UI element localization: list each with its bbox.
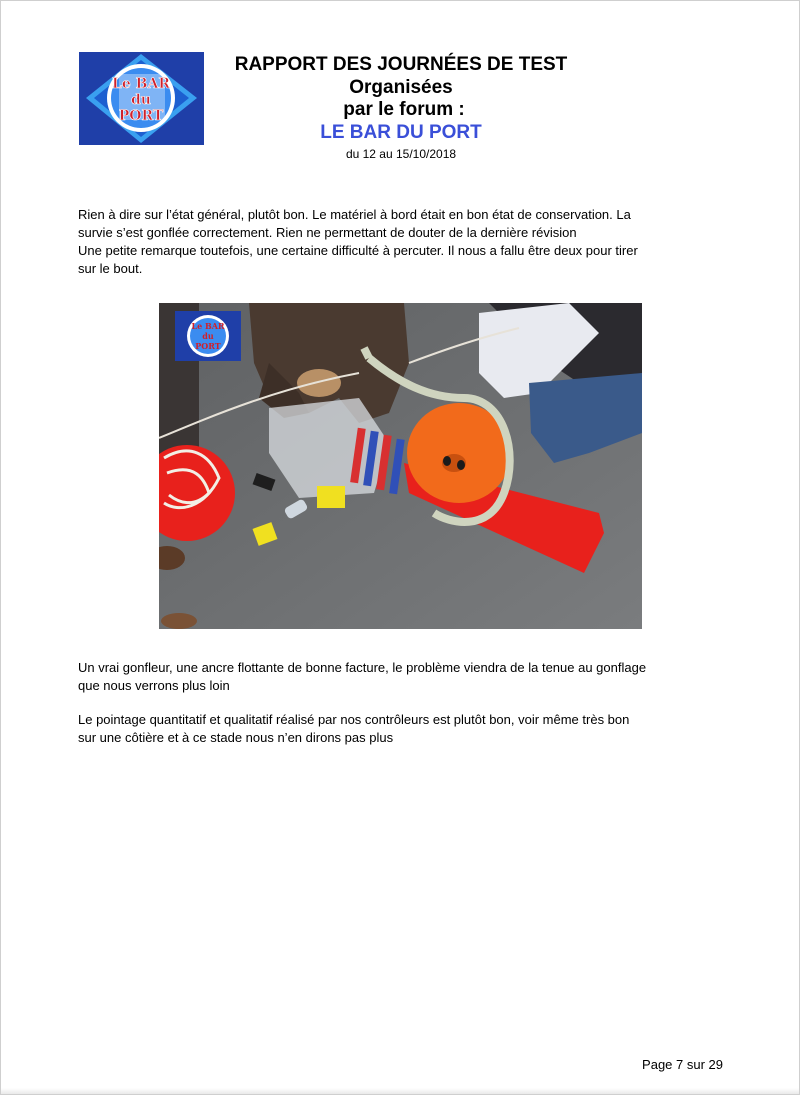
logo-text-line1: Le BAR <box>112 76 170 92</box>
report-dates: du 12 au 15/10/2018 <box>345 147 457 161</box>
watermark-text-line3: PORT <box>195 341 221 351</box>
report-subtitle-organised: Organisées <box>349 77 453 98</box>
paragraph-line: Un vrai gonfleur, une ancre flottante de bonne facture, le problème viendra de la tenue au gonflage <box>78 660 647 675</box>
photo-watermark-logo <box>175 311 241 361</box>
paragraph-line: Le pointage quantitatif et qualitatif réalisé par nos contrôleurs est plutôt bon, voir même très bon <box>78 712 630 727</box>
logo-text-line2: du <box>131 92 151 108</box>
liferaft-equipment-photo <box>159 303 642 629</box>
paragraph-line: sur une côtière et à ce stade nous n’en dirons pas plus <box>78 730 394 745</box>
paragraph-pump-anchor <box>78 659 728 695</box>
logo-text-line3: PORT <box>118 108 164 124</box>
paragraph-line: Rien à dire sur l’état général, plutôt bon. Le matériel à bord était en bon état de conservation. La <box>78 207 631 222</box>
bar-du-port-logo <box>79 52 204 145</box>
paragraph-line: que nous verrons plus loin <box>78 678 230 693</box>
report-title: RAPPORT DES JOURNÉES DE TEST <box>234 54 568 75</box>
paragraph-line: survie s’est gonflée correctement. Rien ne permettant de douter de la dernière révision <box>78 225 577 240</box>
paragraph-general-state <box>78 206 728 278</box>
forum-name: LE BAR DU PORT <box>320 122 482 143</box>
report-header <box>201 53 601 162</box>
watermark-text-line1: Le BAR <box>191 321 225 331</box>
paragraph-line: sur le bout. <box>78 261 143 276</box>
paragraph-inventory-check <box>78 711 728 747</box>
watermark-text-line2: du <box>202 331 214 341</box>
report-subtitle-by-forum: par le forum : <box>343 99 465 120</box>
paragraph-line: Une petite remarque toutefois, une certaine difficulté à percuter. Il nous a fallu être deux pour tirer <box>78 243 638 258</box>
page-number: Page 7 sur 29 <box>642 1057 723 1072</box>
